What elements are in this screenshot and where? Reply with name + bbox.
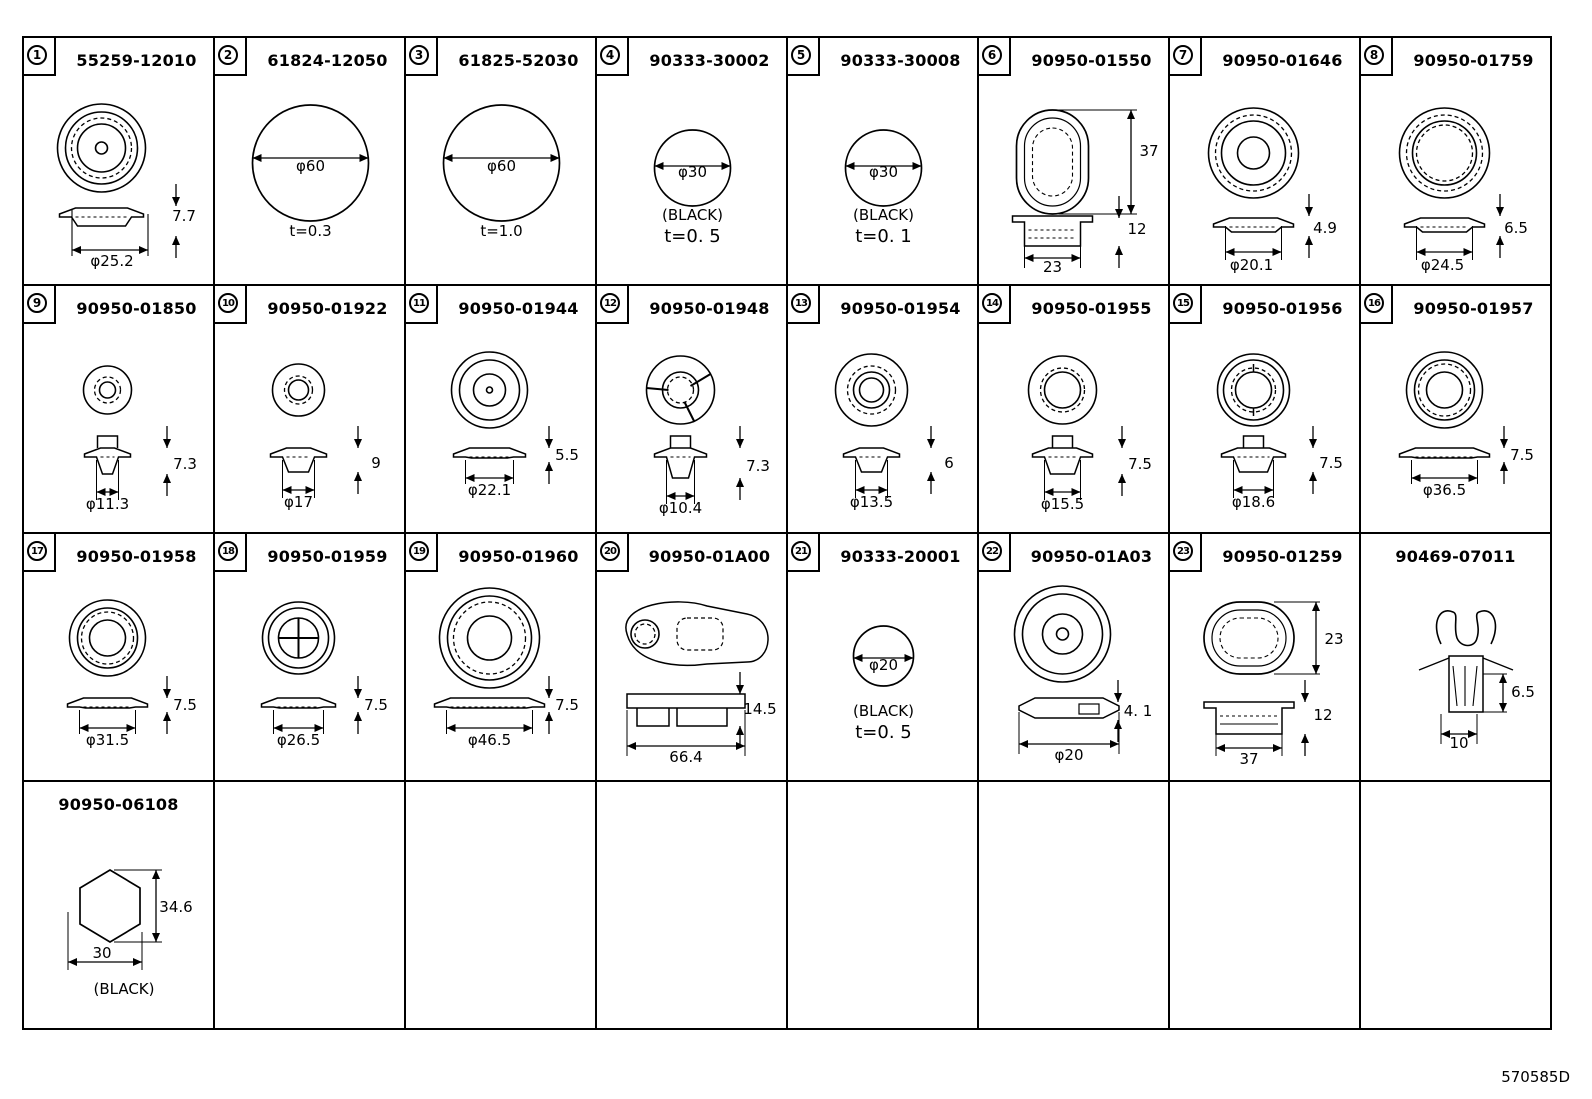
part-index: 14 bbox=[982, 293, 1002, 313]
part-cell bbox=[1168, 284, 1361, 534]
part-cell bbox=[1359, 532, 1552, 782]
part-number: 90950-01955 bbox=[1031, 299, 1152, 318]
dim-diameter: φ20.1 bbox=[1229, 256, 1274, 274]
dim-height: 7.5 bbox=[364, 696, 388, 714]
part-index: 15 bbox=[1173, 293, 1193, 313]
part-drawing bbox=[979, 286, 1170, 534]
part-drawing bbox=[788, 286, 979, 534]
part-number: 61825-52030 bbox=[458, 51, 579, 70]
part-cell bbox=[213, 36, 406, 286]
part-drawing bbox=[979, 534, 1170, 782]
part-cell bbox=[977, 36, 1170, 286]
dim-width: 10 bbox=[1449, 734, 1469, 752]
part-cell bbox=[595, 36, 788, 286]
dim-height: 4. 1 bbox=[1123, 702, 1153, 720]
part-number: 90950-01850 bbox=[76, 299, 197, 318]
part-number: 90950-01957 bbox=[1413, 299, 1534, 318]
note-color: (BLACK) bbox=[661, 206, 724, 224]
dim-height: 7.7 bbox=[172, 207, 196, 225]
part-drawing bbox=[24, 782, 215, 1030]
dim-height: 7.3 bbox=[746, 457, 770, 475]
part-cell bbox=[213, 284, 406, 534]
part-index: 7 bbox=[1173, 45, 1193, 65]
dim-diameter: φ46.5 bbox=[467, 731, 512, 749]
part-drawing bbox=[1170, 286, 1361, 534]
part-index: 19 bbox=[409, 541, 429, 561]
part-number: 90950-01954 bbox=[840, 299, 961, 318]
part-cell bbox=[22, 780, 215, 1030]
dim-diameter: φ17 bbox=[284, 493, 313, 511]
empty-cell bbox=[213, 780, 406, 1030]
part-index: 12 bbox=[600, 293, 620, 313]
part-number: 90950-01944 bbox=[458, 299, 579, 318]
part-index: 5 bbox=[791, 45, 811, 65]
note-color: (BLACK) bbox=[852, 206, 915, 224]
dim-diameter: φ22.1 bbox=[467, 481, 512, 499]
dim-diameter: φ15.5 bbox=[1040, 495, 1085, 513]
empty-cell bbox=[977, 780, 1170, 1030]
part-index: 23 bbox=[1173, 541, 1193, 561]
empty-cell bbox=[1168, 780, 1361, 1030]
part-number: 90950-01959 bbox=[267, 547, 388, 566]
note-thickness: t=0. 1 bbox=[855, 226, 912, 247]
dim-height: 23 bbox=[1324, 630, 1344, 648]
part-cell bbox=[977, 284, 1170, 534]
part-number: 90950-01922 bbox=[267, 299, 388, 318]
part-index: 9 bbox=[27, 293, 47, 313]
part-cell bbox=[22, 284, 215, 534]
dim-height: 6.5 bbox=[1511, 683, 1535, 701]
dim-height: 5.5 bbox=[555, 446, 579, 464]
part-index: 13 bbox=[791, 293, 811, 313]
dim-diameter: φ60 bbox=[487, 157, 516, 175]
part-index: 1 bbox=[27, 45, 47, 65]
part-drawing bbox=[406, 38, 597, 286]
part-number: 90950-01958 bbox=[76, 547, 197, 566]
note-thickness: t=0.3 bbox=[289, 222, 332, 240]
part-drawing bbox=[1170, 38, 1361, 286]
dim-height: 7.5 bbox=[173, 696, 197, 714]
part-drawing bbox=[1361, 38, 1552, 286]
part-cell bbox=[404, 36, 597, 286]
dim-height: 34.6 bbox=[159, 898, 193, 916]
dim-height: 6 bbox=[944, 454, 954, 472]
part-cell bbox=[404, 532, 597, 782]
part-index: 8 bbox=[1364, 45, 1384, 65]
dim-height: 4.9 bbox=[1313, 219, 1337, 237]
part-drawing bbox=[1361, 286, 1552, 534]
part-cell bbox=[786, 532, 979, 782]
part-drawing bbox=[406, 286, 597, 534]
dim-diameter: φ31.5 bbox=[85, 731, 130, 749]
part-number: 90950-01A03 bbox=[1030, 547, 1153, 566]
part-number: 90333-30002 bbox=[649, 51, 770, 70]
part-index: 3 bbox=[409, 45, 429, 65]
note-thickness: t=0. 5 bbox=[855, 722, 912, 743]
part-number: 90950-01960 bbox=[458, 547, 579, 566]
diagram-code: 570585D bbox=[1501, 1068, 1570, 1086]
part-drawing bbox=[24, 534, 215, 782]
part-cell bbox=[786, 36, 979, 286]
part-cell bbox=[22, 532, 215, 782]
dim-diameter: φ30 bbox=[869, 163, 898, 181]
part-index: 21 bbox=[791, 541, 811, 561]
dim-height: 7.5 bbox=[555, 696, 579, 714]
part-drawing bbox=[215, 534, 406, 782]
part-cell bbox=[1359, 36, 1552, 286]
note-thickness: t=1.0 bbox=[480, 222, 523, 240]
dim-height2: 12 bbox=[1127, 220, 1147, 238]
part-number: 90950-01956 bbox=[1222, 299, 1343, 318]
empty-cell bbox=[786, 780, 979, 1030]
part-drawing bbox=[1361, 534, 1552, 782]
dim-height: 9 bbox=[371, 454, 381, 472]
part-cell bbox=[1168, 36, 1361, 286]
dim-diameter: φ13.5 bbox=[849, 493, 894, 511]
dim-diameter: φ30 bbox=[678, 163, 707, 181]
dim-width: 23 bbox=[1042, 258, 1063, 276]
part-cell bbox=[1168, 532, 1361, 782]
part-drawing bbox=[215, 286, 406, 534]
part-number: 90950-01948 bbox=[649, 299, 770, 318]
dim-width: 30 bbox=[92, 944, 112, 962]
part-cell bbox=[595, 284, 788, 534]
part-cell bbox=[786, 284, 979, 534]
part-index: 18 bbox=[218, 541, 238, 561]
part-number: 90950-01550 bbox=[1031, 51, 1152, 70]
part-drawing bbox=[979, 38, 1170, 286]
part-number: 90950-01646 bbox=[1222, 51, 1343, 70]
note-thickness: t=0. 5 bbox=[664, 226, 721, 247]
part-drawing bbox=[406, 534, 597, 782]
part-number: 90333-20001 bbox=[840, 547, 961, 566]
part-number: 61824-12050 bbox=[267, 51, 388, 70]
part-index: 11 bbox=[409, 293, 429, 313]
part-index: 17 bbox=[27, 541, 47, 561]
part-drawing bbox=[24, 38, 215, 286]
dim-diameter: φ20 bbox=[869, 656, 898, 674]
part-drawing bbox=[597, 534, 788, 782]
part-index: 6 bbox=[982, 45, 1002, 65]
dim-diameter: φ20 bbox=[1054, 746, 1084, 764]
dim-diameter: φ18.6 bbox=[1231, 493, 1276, 511]
dim-diameter: φ24.5 bbox=[1420, 256, 1465, 274]
note-color: (BLACK) bbox=[93, 980, 155, 998]
dim-diameter: φ26.5 bbox=[276, 731, 321, 749]
dim-height2: 12 bbox=[1313, 706, 1333, 724]
part-number: 90950-06108 bbox=[58, 795, 179, 814]
dim-height: 7.5 bbox=[1128, 455, 1152, 473]
dim-width: 66.4 bbox=[669, 748, 703, 766]
part-number: 90469-07011 bbox=[1395, 547, 1516, 566]
note-color: (BLACK) bbox=[852, 702, 915, 720]
dim-diameter: φ60 bbox=[296, 157, 325, 175]
part-cell bbox=[977, 532, 1170, 782]
dim-height: 6.5 bbox=[1504, 219, 1528, 237]
part-index: 2 bbox=[218, 45, 238, 65]
part-index: 4 bbox=[600, 45, 620, 65]
dim-diameter: φ11.3 bbox=[85, 495, 130, 513]
part-cell bbox=[595, 532, 788, 782]
part-drawing bbox=[24, 286, 215, 534]
part-index: 22 bbox=[982, 541, 1002, 561]
part-number: 90950-01A00 bbox=[648, 547, 771, 566]
part-number: 90333-30008 bbox=[840, 51, 961, 70]
dim-height: 14.5 bbox=[743, 700, 777, 718]
part-cell bbox=[22, 36, 215, 286]
dim-height: 7.5 bbox=[1510, 446, 1534, 464]
part-cell bbox=[213, 532, 406, 782]
part-cell bbox=[404, 284, 597, 534]
dim-height: 37 bbox=[1139, 142, 1159, 160]
dim-width: 37 bbox=[1239, 750, 1259, 768]
dim-diameter: φ25.2 bbox=[90, 252, 134, 270]
part-drawing bbox=[215, 38, 406, 286]
empty-cell bbox=[404, 780, 597, 1030]
dim-height: 7.3 bbox=[173, 455, 197, 473]
dim-diameter: φ36.5 bbox=[1422, 481, 1467, 499]
part-drawing bbox=[788, 38, 979, 286]
part-cell bbox=[1359, 284, 1552, 534]
part-drawing bbox=[597, 286, 788, 534]
part-index: 10 bbox=[218, 293, 238, 313]
empty-cell bbox=[595, 780, 788, 1030]
part-number: 55259-12010 bbox=[76, 51, 197, 70]
part-drawing bbox=[1170, 534, 1361, 782]
part-index: 20 bbox=[600, 541, 620, 561]
part-number: 90950-01259 bbox=[1222, 547, 1343, 566]
part-drawing bbox=[597, 38, 788, 286]
part-number: 90950-01759 bbox=[1413, 51, 1534, 70]
part-drawing bbox=[788, 534, 979, 782]
part-index: 16 bbox=[1364, 293, 1384, 313]
dim-height: 7.5 bbox=[1319, 454, 1343, 472]
dim-diameter: φ10.4 bbox=[658, 499, 703, 517]
empty-cell bbox=[1359, 780, 1552, 1030]
